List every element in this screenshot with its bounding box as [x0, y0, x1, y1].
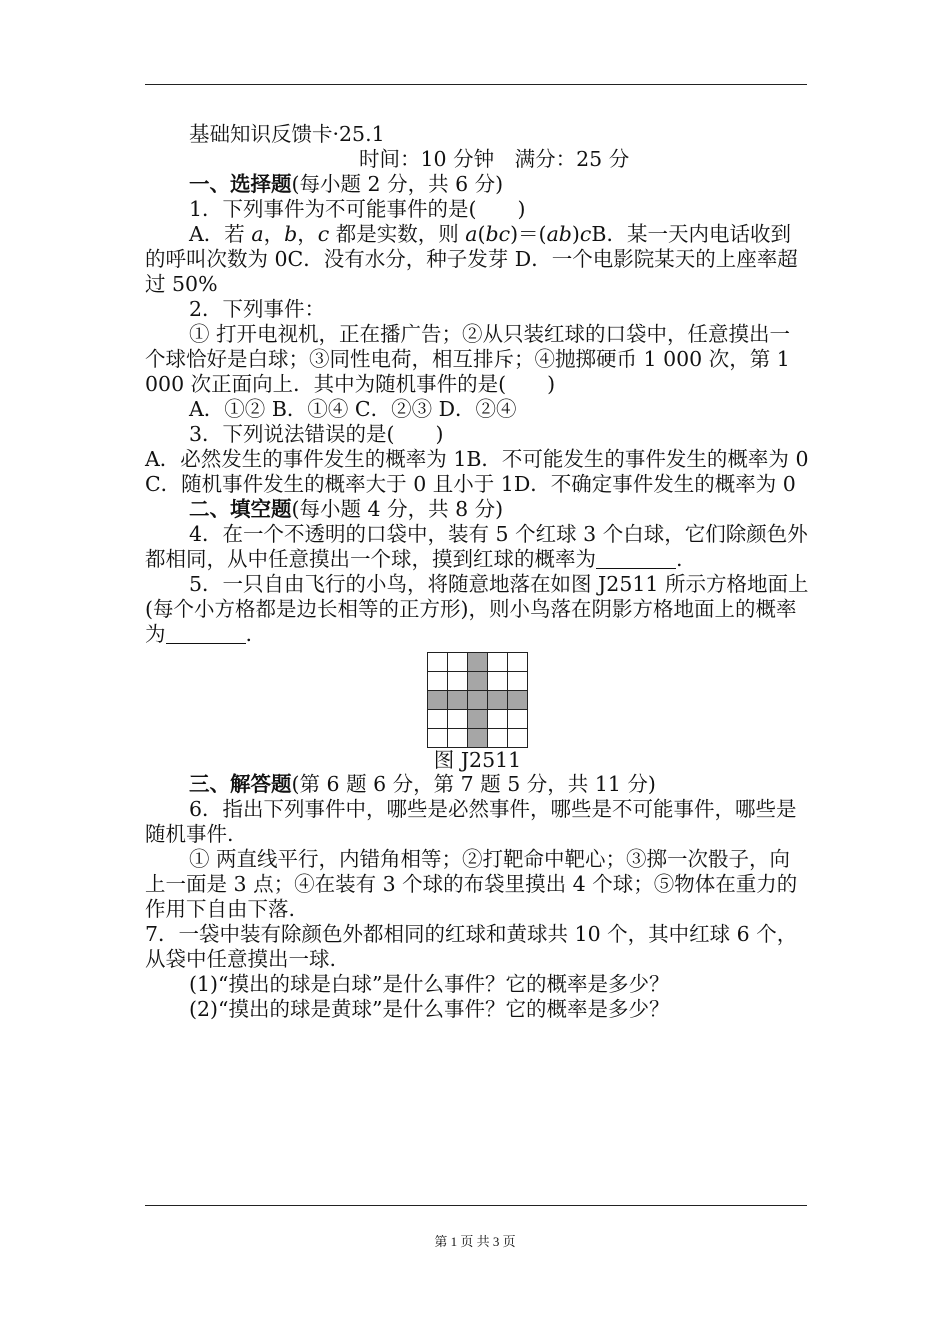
grid-cell-shaded [468, 691, 488, 710]
q2-stem: 2．下列事件： [189, 297, 326, 321]
section3-note: (第 6 题 6 分，第 7 题 5 分，共 11 分) [291, 772, 656, 796]
grid-cell [428, 672, 448, 691]
grid-cell [488, 729, 508, 748]
grid-cell-shaded [488, 691, 508, 710]
var-a-2: a [465, 222, 478, 246]
grid-cell [448, 729, 468, 748]
time-info: 时间：10 分钟 满分：25 分 [359, 147, 630, 171]
q7-stem: 7．一袋中装有除颜色外都相同的红球和黄球共 10 个，其中红球 6 个，从袋中任意摸出一球. [145, 922, 798, 971]
var-c: c [317, 222, 330, 246]
q3-options-cd: C．随机事件发生的概率大于 0 且小于 1D．不确定事件发生的概率为 0 [145, 472, 796, 496]
grid-cell [508, 729, 528, 748]
grid-cell [488, 653, 508, 672]
var-a-3: a [546, 222, 559, 246]
square-grid-figure [427, 652, 528, 748]
q3-stem: 3．下列说法错误的是( ) [189, 422, 444, 446]
q6-stem: 6．指出下列事件中，哪些是必然事件，哪些是不可能事件，哪些是随机事件. [145, 797, 797, 846]
grid-cell [448, 653, 468, 672]
grid-cell [508, 672, 528, 691]
q5-end: . [245, 622, 253, 646]
q2-options: A．①② B．①④ C．②③ D．②④ [189, 397, 517, 421]
q5-answer-blank[interactable] [166, 625, 246, 644]
figure-j2511 [145, 652, 810, 772]
header-rule [145, 84, 807, 85]
q6-body: ① 两直线平行，内错角相等；②打靶命中靶心；③掷一次骰子，向上一面是 3 点；④在装有 3 个球的布袋里摸出 4 个球；⑤物体在重力的作用下自由下落. [145, 847, 798, 921]
figure-caption: 图 J2511 [433, 748, 522, 772]
section1-heading [145, 172, 810, 197]
q4-text: 4．在一个不透明的口袋中，装有 5 个红球 3 个白球，它们除颜色外都相同，从中任意摸出一个球，摸到红球的概率为 [145, 522, 808, 571]
q4-end: . [676, 547, 683, 571]
q1-opt-a-mid: 都是实数，则 [329, 222, 466, 246]
q5-text: 5．一只自由飞行的小鸟，将随意地落在如图 J2511 所示方格地面上(每个小方格都是边长相等的正方形)，则小鸟落在阴影方格地面上的概率为 [145, 572, 809, 646]
grid-cell [428, 653, 448, 672]
q3-options-ab: A．必然发生的事件发生的概率为 1B．不可能发生的事件发生的概率为 0 [145, 447, 809, 471]
grid-cell-shaded [468, 653, 488, 672]
section1-title: 一、选择题 [189, 172, 292, 196]
worksheet-body [145, 122, 810, 1022]
q7-part2: (2)“摸出的球是黄球”是什么事件？它的概率是多少？ [189, 997, 670, 1021]
page-number: 第 1 页 共 3 页 [434, 1234, 516, 1249]
var-c-2: c [498, 222, 511, 246]
grid-cell [428, 710, 448, 729]
section2-title: 二、填空题 [189, 497, 292, 521]
grid-cell [488, 710, 508, 729]
q4-answer-blank[interactable] [596, 550, 676, 569]
var-b-3: b [558, 222, 572, 246]
section3-title: 三、解答题 [189, 772, 292, 796]
q1-stem: 1．下列事件为不可能事件的是( ) [189, 197, 526, 221]
q4 [145, 522, 810, 572]
var-b-2: b [485, 222, 499, 246]
q1-opt-a-prefix: A．若 [189, 222, 252, 246]
grid-cell [448, 710, 468, 729]
q2-body: ① 打开电视机，正在播广告；②从只装红球的口袋中，任意摸出一个球恰好是白球；③同性电荷，相互排斥；④抛掷硬币 1 000 次，第 1 000 次正面向上．其中为随机事件的是( ) [145, 322, 791, 396]
grid-cell-shaded [448, 691, 468, 710]
q7-part1: (1)“摸出的球是白球”是什么事件？它的概率是多少？ [189, 972, 670, 996]
grid-cell-shaded [468, 710, 488, 729]
q1-options-rest: B．某一天内电话收到的呼叫次数为 0C．没有水分，种子发芽 D．一个电影院某天的上座率超过 50% [145, 222, 798, 296]
grid-cell-shaded [428, 691, 448, 710]
var-a: a [251, 222, 264, 246]
var-c-3: c [579, 222, 592, 246]
var-b: b [284, 222, 298, 246]
q5 [145, 572, 810, 647]
section2-note: (每小题 4 分，共 8 分) [291, 497, 504, 521]
footer-rule [145, 1205, 807, 1206]
q1-options: A．若 a，b，c 都是实数，则 a(bc)＝(ab)cB．某一天内电话收到的呼叫次数为 0C．没有水分，种子发芽 D．一个电影院某天的上座率超过 50% [145, 222, 798, 296]
section1-note: (每小题 2 分，共 6 分) [291, 172, 504, 196]
grid-cell-shaded [508, 691, 528, 710]
grid-cell [428, 729, 448, 748]
section3-heading [145, 772, 810, 797]
section2-heading [145, 497, 810, 522]
grid-cell [448, 672, 468, 691]
grid-cell [508, 653, 528, 672]
grid-cell-shaded [468, 729, 488, 748]
grid-cell [488, 672, 508, 691]
grid-cell-shaded [468, 672, 488, 691]
worksheet-title: 基础知识反馈卡·25.1 [189, 122, 385, 146]
grid-cell [508, 710, 528, 729]
